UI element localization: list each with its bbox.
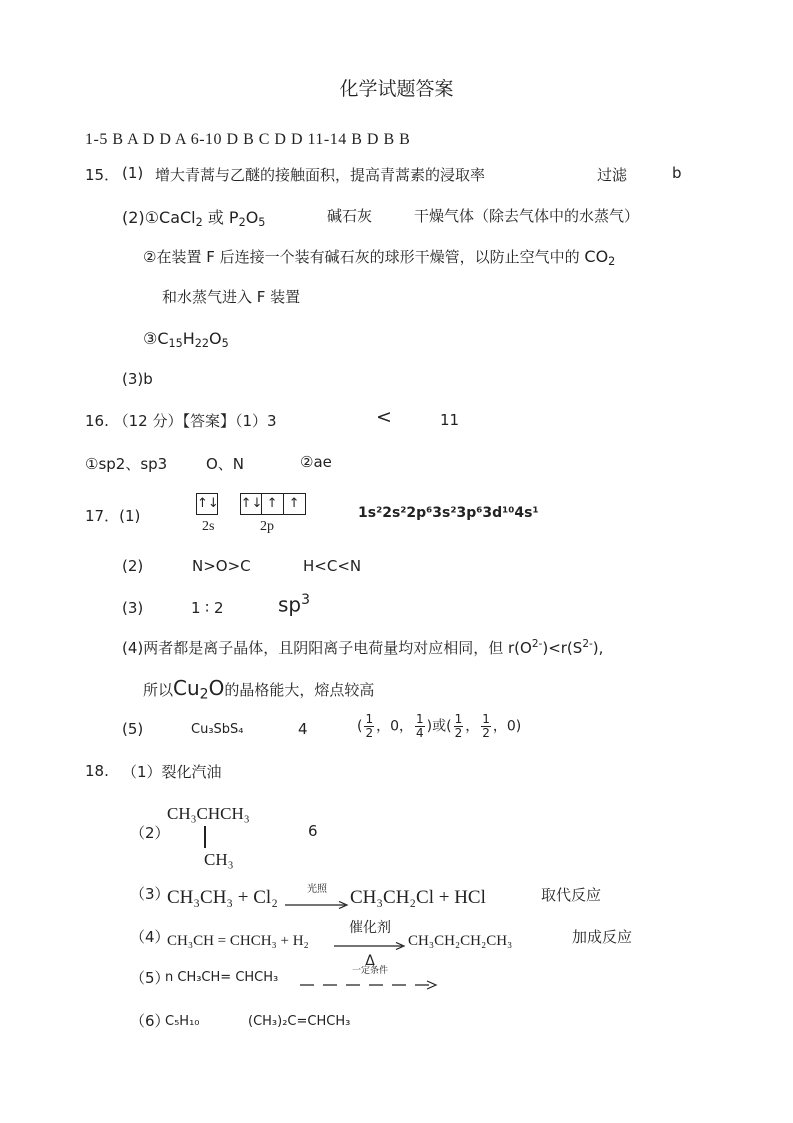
orbital-2s-box: ↑↓ <box>196 493 218 515</box>
q17-p4-2-text-b: 的晶格能大，熔点较高 <box>224 681 375 699</box>
q18-p3-reactants: CH₃CH₃ + Cl₂ <box>167 887 278 908</box>
q18-p5-condition: 一定条件 <box>351 966 388 976</box>
q17-p2-answer-b: H<C<N <box>303 557 362 575</box>
q17-number: 17．(1) <box>85 507 141 525</box>
q15-p2-2-cont: 和水蒸气进入 F 装置 <box>162 288 301 306</box>
q18-p3-arrow <box>285 884 349 913</box>
q16-answer-ae: ②ae <box>300 453 332 471</box>
q18-p4-reactants: CH₃CH = CHCH₃ + H₂ <box>167 933 309 949</box>
q18-p2-number: 6 <box>308 822 318 840</box>
page-title: 化学试题答案 <box>339 78 454 100</box>
orbital-label-2p: 2p <box>260 519 274 534</box>
frac-den: 2 <box>482 726 490 740</box>
formula-co2: $CO_2$ <box>584 247 616 268</box>
q17-p5-label: (5) <box>122 720 144 738</box>
q18-number: 18. <box>85 762 109 780</box>
q15-p2-3-label: ③ <box>143 329 158 348</box>
q17-p4-line2 <box>143 676 374 703</box>
q15-p1-answer-c: b <box>672 164 682 182</box>
q15-p3: (3)b <box>122 370 153 388</box>
q15-p2-2-line <box>143 246 615 268</box>
orbital-2p-box-3: ↑ <box>284 493 306 515</box>
formula-c15h22o5: $C_{15}H_{22}O_5$ <box>157 329 229 350</box>
orbital-2p-box-2: ↑ <box>262 493 284 515</box>
q15-p1-answer-b: 过滤 <box>597 166 628 184</box>
q17-p3-answer-b <box>278 592 310 617</box>
q18-p4-products: CH₃CH₂CH₂CH₃ <box>408 933 513 949</box>
q15-p2-or: 或 <box>202 208 229 227</box>
q18-p4-type: 加成反应 <box>572 928 633 946</box>
frac-num: 1 <box>454 712 463 726</box>
orbital-label-2s: 2s <box>202 519 215 534</box>
q15-p2-2-text: ②在装置 F 后连接一个装有碱石灰的球形干燥管，以防止空气中的 <box>143 248 580 266</box>
coord-close: ，0) <box>492 718 522 735</box>
q15-number: 15． <box>85 166 120 184</box>
q15-p2-label: (2)① <box>122 208 160 227</box>
q16-atoms: O、N <box>206 455 245 473</box>
q15-p2-3-line <box>143 329 229 350</box>
frac-num: 1 <box>482 712 490 726</box>
q16-val-11: 11 <box>440 411 460 429</box>
q18-p1: （1）裂化汽油 <box>122 763 222 781</box>
q18-p3-type: 取代反应 <box>541 886 602 904</box>
coord-sep: ，0， <box>376 718 414 735</box>
coord-open: ( <box>357 718 363 735</box>
q17-p2-answer-a: N>O>C <box>192 557 251 575</box>
q17-p5-coordinates <box>357 713 521 740</box>
frac-den: 2 <box>454 726 463 740</box>
q17-sp-text: sp <box>278 592 302 617</box>
q18-p6-structure: (CH₃)₂C=CHCH₃ <box>248 1014 351 1029</box>
q16-hybridization: ①sp2、sp3 <box>85 455 168 473</box>
q18-p4-condition-bottom: Δ <box>365 953 375 969</box>
q18-p3-condition: 光照 <box>307 884 327 895</box>
q18-p2-structure-top: CH₃CHCH₃ <box>167 804 250 823</box>
q17-p5-formula: Cu₃SbS₄ <box>191 722 244 737</box>
q16-line1: 16. （12 分）【答案】（1）3 <box>85 412 277 430</box>
q17-p4-text-c: ), <box>592 639 604 657</box>
q18-p5-arrow <box>300 966 440 994</box>
fraction-1-2 <box>454 713 464 740</box>
coord-or: )或( <box>426 718 452 735</box>
fraction-1-2 <box>364 713 374 740</box>
q15-p2-line <box>122 205 265 229</box>
formula-cu2o: $Cu_2O$ <box>173 676 225 703</box>
fraction-1-4 <box>415 713 425 740</box>
dashed-right-arrow-icon <box>300 980 440 990</box>
q17-p3-answer-a: 1 ∶ 2 <box>191 599 224 617</box>
q18-p3-products: CH₃CH₂Cl + HCl <box>350 887 486 908</box>
frac-num: 1 <box>365 712 374 726</box>
q18-p4-label: （4） <box>130 928 170 946</box>
orbital-2p-box-1: ↑↓ <box>240 493 262 515</box>
q15-p1-text: 增大青蒿与乙醚的接触面积，提高青蒿素的浸取率 <box>155 166 486 184</box>
q17-p3-label: (3) <box>122 599 144 617</box>
right-arrow-icon <box>285 901 349 909</box>
mc-answers: 1-5 B A D D A 6-10 D B C D D 11-14 B D B B <box>85 131 411 148</box>
q17-p4-2-text-a: 所以 <box>143 681 174 699</box>
q18-p2-structure-bottom: CH₃ <box>204 850 234 869</box>
q15-p2-answer-c: 干燥气体（除去气体中的水蒸气） <box>414 207 640 225</box>
frac-den: 2 <box>365 726 374 740</box>
q17-p2-label: (2) <box>122 557 144 575</box>
q18-p5-text: n CH₃CH= CHCH₃ <box>165 970 279 985</box>
fraction-1-2 <box>481 713 491 740</box>
q17-sp-sup: 3 <box>301 592 311 608</box>
frac-den: 4 <box>416 726 424 740</box>
q18-p6-label: （6） <box>130 1012 170 1030</box>
right-arrow-icon <box>334 942 406 950</box>
q17-p4-sup2: 2- <box>582 638 593 651</box>
q18-p4-arrow <box>334 921 406 969</box>
q18-p4-condition-top: 催化剂 <box>349 920 391 936</box>
q15-p1-label: (1) <box>122 164 144 182</box>
q16-less-than: < <box>376 406 392 428</box>
q17-electron-config: 1s²2s²2p⁶3s²3p⁶3d¹⁰4s¹ <box>358 505 539 521</box>
coord-sep: ， <box>465 718 480 735</box>
q15-p2-answer-b: 碱石灰 <box>327 207 373 225</box>
q18-p2-label: （2） <box>130 824 170 842</box>
q17-p4-sup1: 2- <box>531 638 543 651</box>
q18-p6-formula: C₅H₁₀ <box>165 1014 200 1029</box>
formula-cacl2: CaCl$_2$ <box>159 208 203 229</box>
q18-p5-label: （5） <box>130 969 170 987</box>
q18-p2-bond-line <box>204 826 206 848</box>
q17-p4-text-b: )<r(S <box>542 639 583 657</box>
frac-num: 1 <box>416 712 424 726</box>
formula-p2o5: $P_2O_5$ <box>228 208 266 229</box>
q17-p4-text-a: (4)两者都是离子晶体，且阴阳离子电荷量均对应相同，但 r(O <box>122 639 532 657</box>
q17-p5-number: 4 <box>298 720 308 738</box>
orbital-diagram <box>196 493 306 515</box>
q18-p3-label: （3） <box>130 885 170 903</box>
q17-p4-line <box>122 637 603 658</box>
